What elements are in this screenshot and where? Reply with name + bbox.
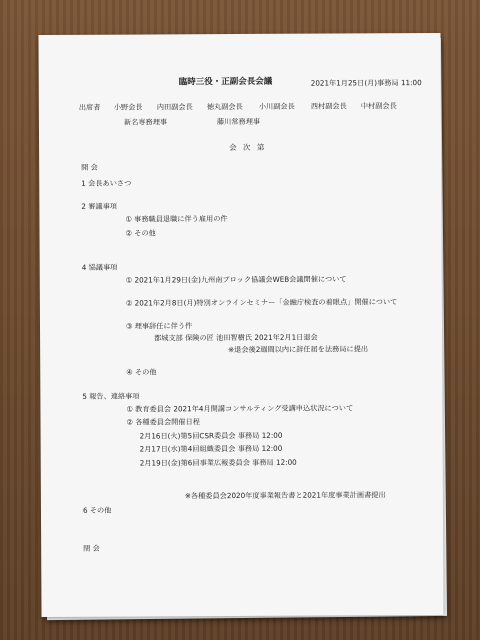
document-sheet (38, 33, 443, 617)
resignation-detail: 都城支部 保険の匠 池田智樹氏 2021年2月1日退会 (154, 332, 318, 343)
section-5-item: ① 教育委員会 2021年4月開講コンサルティング受講申込状況について (126, 403, 354, 414)
schedule-row: 2月19日(金)第6回事業広報委員会 事務局 12:00 (139, 457, 297, 468)
section-2-item: ① 事務職員退職に伴う雇用の件 (125, 214, 228, 224)
attendee: 新名専務理事 (123, 117, 168, 127)
section-5: 5 報告、連絡事項 (82, 391, 140, 401)
section-2-item: ② その他 (125, 228, 156, 238)
attendees-label: 出席者 (78, 102, 101, 112)
section-4-item: ① 2021年1月29日(金)九州南ブロック協議会WEB会議開催について (125, 274, 347, 285)
attendee: 中村副会長 (360, 101, 397, 111)
agenda-heading: 会 次 第 (229, 142, 267, 153)
section-4-item: ③ 理事辞任に伴う件 (125, 321, 193, 331)
schedule-row: 2月17日(水)第4回組織委員会 事務局 12:00 (139, 443, 283, 454)
attendee: 西村副会長 (310, 101, 347, 111)
footnote: ※各種委員会2020年度事業報告書と2021年度事業計画書提出 (184, 490, 386, 501)
schedule-row: 2月16日(火)第5回CSR委員会 事務局 12:00 (139, 430, 283, 441)
attendee: 内田副会長 (156, 102, 193, 112)
section-1: 1 会長あいさつ (81, 178, 132, 188)
closing-label: 閉 会 (83, 543, 100, 553)
document-title: 臨時三役・正副会長会議 (178, 76, 273, 88)
section-4: 4 協議事項 (81, 262, 118, 272)
section-6: 6 その他 (82, 505, 112, 515)
section-2: 2 審議事項 (81, 201, 118, 211)
section-4-item: ② 2021年2月8日(月)特別オンラインセミナー「金融庁検査の着眼点」開催について (125, 297, 398, 308)
attendee: 藤川常務理事 (216, 116, 261, 127)
attendee: 徳丸副会長 (206, 101, 243, 112)
resignation-note: ※退会後2週間以内に辞任届を法務局に提出 (228, 344, 369, 355)
section-5-item: ② 各種委員会開催日程 (126, 417, 200, 427)
attendee: 小野会長 (113, 102, 143, 112)
attendee: 小川副会長 (258, 101, 295, 111)
opening-label: 開 会 (81, 162, 98, 172)
section-4-item: ④ その他 (126, 367, 157, 377)
meeting-date: 2021年1月25日(月)事務局 11:00 (310, 78, 422, 88)
